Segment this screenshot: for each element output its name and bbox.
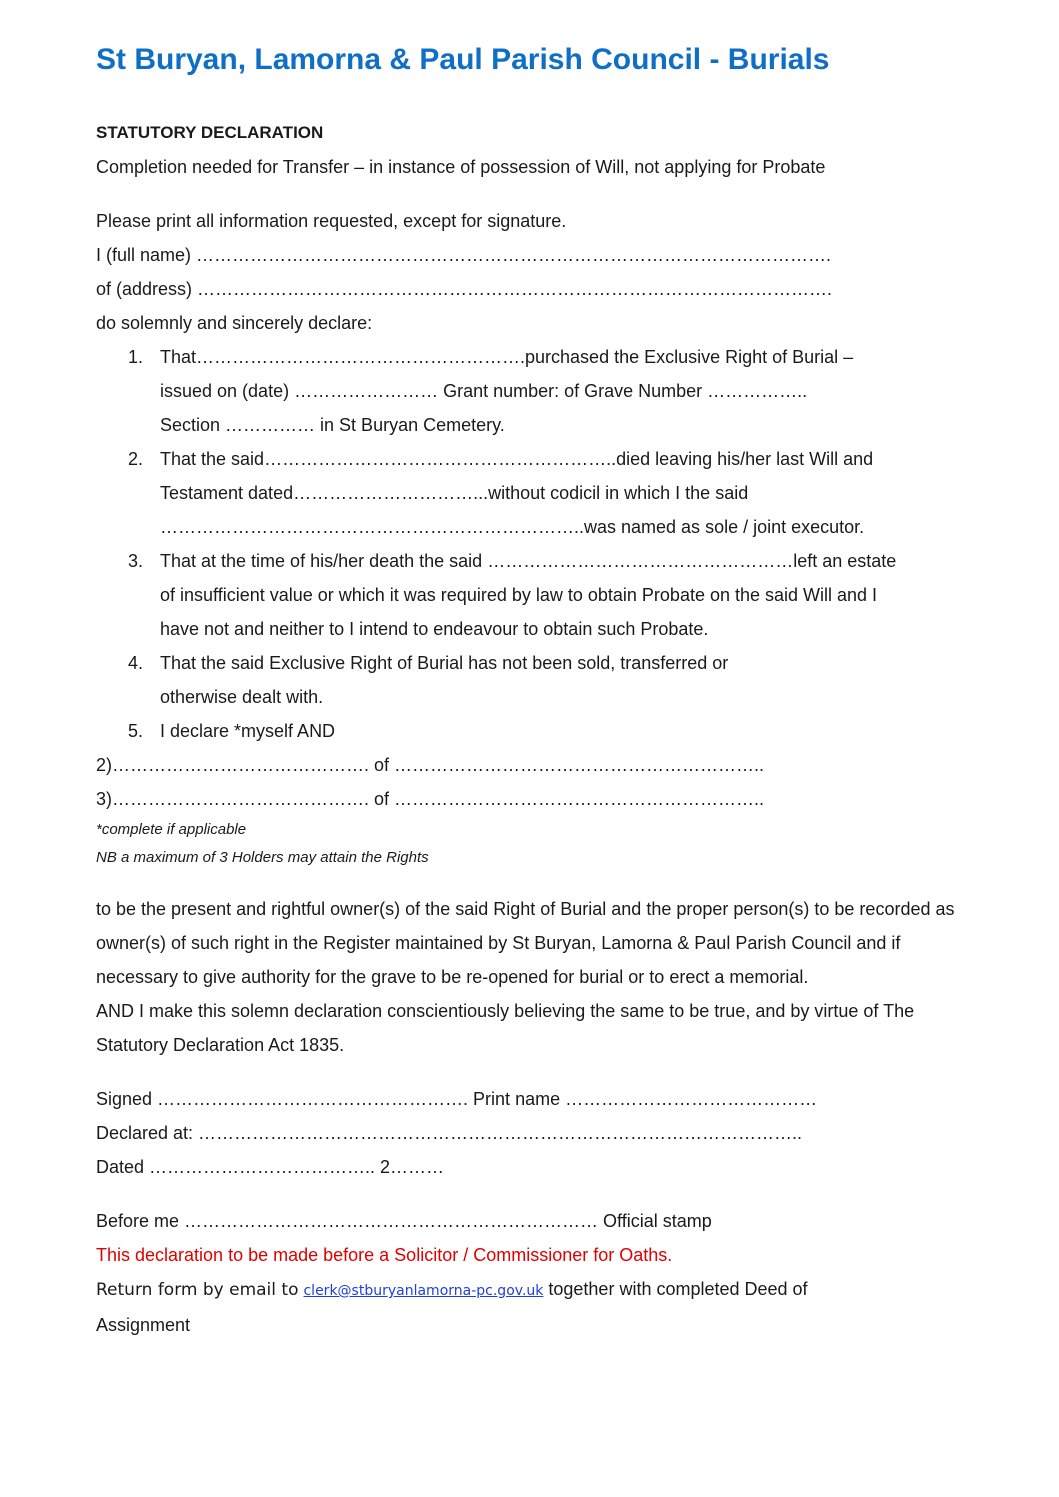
declaration-item	[96, 442, 976, 544]
return-line	[96, 1272, 976, 1308]
item-line: ……………………………………………………………..was named as sole / joint executor.	[160, 517, 865, 537]
declaration-list	[96, 340, 976, 748]
item-number: 3.	[128, 551, 144, 571]
subheading: Completion needed for Transfer – in instance of possession of Will, not applying for Probate	[96, 157, 826, 177]
holder-2-field: 2)……………………………………. of ……………………………………………………..	[96, 755, 765, 775]
rights-paragraph: to be the present and rightful owner(s) of the said Right of Burial and the proper person(s) to be recorded as owner(s) of such right in the Register maintained by St Buryan, Lamorna & Paul Parish Council and if necessary to give authority for the grave to be re-opened for burial or to erect a memorial.	[96, 899, 955, 987]
dated-field: Dated ……………………………….. 2………	[96, 1157, 445, 1177]
document-page	[96, 40, 976, 1342]
signed-field: Signed ……………………………………………. Print name ……………………………………	[96, 1089, 818, 1109]
item-line: issued on (date) …………………… Grant number: of Grave Number ……………..	[160, 381, 808, 401]
item-line: I declare *myself AND	[160, 721, 336, 741]
declaration-item	[96, 340, 976, 442]
full-name-field: I (full name) …………………………………………………………………………………………….	[96, 245, 832, 265]
return-last: Assignment	[96, 1315, 191, 1335]
item-line: That at the time of his/her death the said ……………………………………………left an estate	[160, 551, 897, 571]
item-line: Testament dated…………………………...without codicil in which I the said	[160, 483, 749, 503]
item-line: otherwise dealt with.	[160, 687, 324, 707]
act-paragraph: AND I make this solemn declaration conscientiously believing the same to be true, and by virtue of The Statutory Declaration Act 1835.	[96, 1001, 915, 1055]
item-number: 5.	[128, 721, 144, 741]
email-link[interactable]: clerk@stburyanlamorna-pc.gov.uk	[303, 1283, 544, 1299]
item-line: That……………………………………………….purchased the Exclusive Right of Burial –	[160, 347, 854, 367]
instruction: Please print all information requested, except for signature.	[96, 211, 567, 231]
item-number: 1.	[128, 347, 144, 367]
item-line: of insufficient value or which it was required by law to obtain Probate on the said Will and I	[160, 585, 878, 605]
section-heading: STATUTORY DECLARATION	[96, 123, 324, 142]
warning-text: This declaration to be made before a Solicitor / Commissioner for Oaths.	[96, 1245, 673, 1265]
before-me-field: Before me …………………………………………………………… Official stamp	[96, 1211, 712, 1231]
declaration-item	[96, 714, 976, 748]
declaration-item	[96, 646, 976, 714]
address-field: of (address) …………………………………………………………………………………………….	[96, 279, 833, 299]
item-line: That the said Exclusive Right of Burial has not been sold, transferred or	[160, 653, 729, 673]
item-line: Section …………… in St Buryan Cemetery.	[160, 415, 505, 435]
item-line: have not and neither to I intend to endeavour to obtain such Probate.	[160, 619, 709, 639]
note-max-holders: NB a maximum of 3 Holders may attain the Rights	[96, 849, 429, 866]
return-prefix: Return form by email to	[96, 1280, 299, 1300]
note-applicable: *complete if applicable	[96, 821, 247, 838]
holder-3-field: 3)……………………………………. of ……………………………………………………..	[96, 789, 765, 809]
declare-intro: do solemnly and sincerely declare:	[96, 313, 373, 333]
document-title: St Buryan, Lamorna & Paul Parish Council - Burials	[96, 43, 830, 76]
return-suffix: together with completed Deed of	[543, 1279, 808, 1299]
declaration-item	[96, 544, 976, 646]
declared-at-field: Declared at: ………………………………………………………………………………………..	[96, 1123, 803, 1143]
item-line: That the said…………………………………………………..died leaving his/her last Will and	[160, 449, 874, 469]
item-number: 2.	[128, 449, 144, 469]
item-number: 4.	[128, 653, 144, 673]
